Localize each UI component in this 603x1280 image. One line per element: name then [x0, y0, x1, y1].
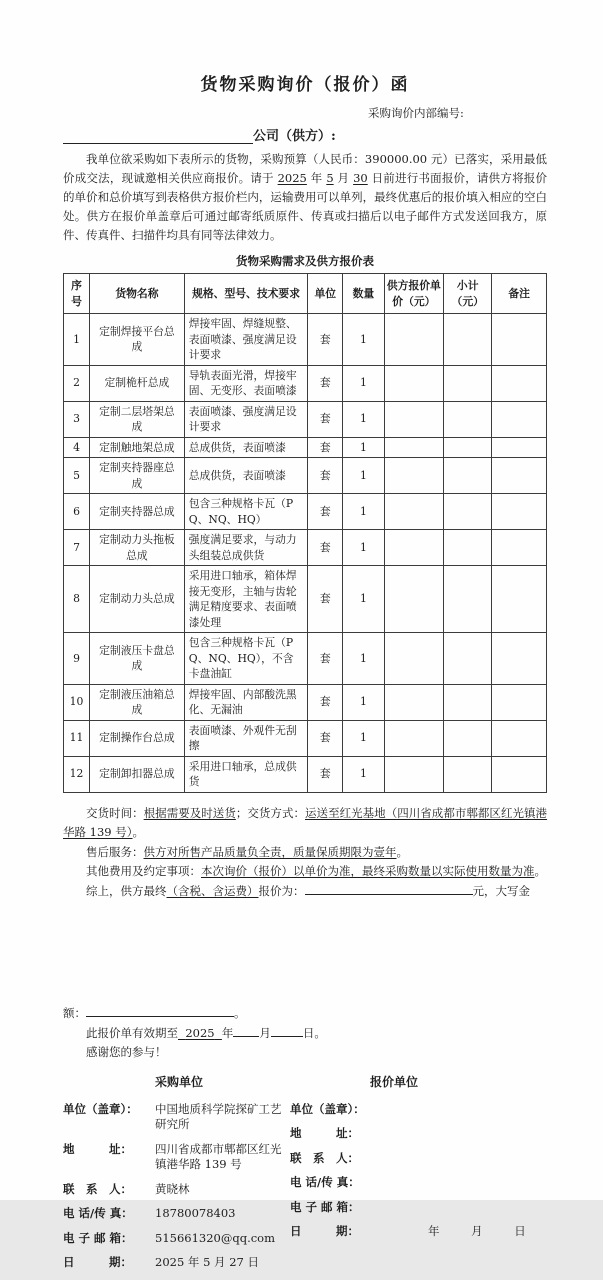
sig-row-unit [63, 1102, 290, 1133]
delivery-time-value: 根据需要及时送货 [143, 805, 236, 820]
cell-no: 4 [64, 437, 90, 458]
cell-remark [492, 437, 547, 458]
cell-spec: 焊接牢固、内部酸洗黑化、无漏油 [184, 684, 308, 720]
cell-unit: 套 [308, 458, 343, 494]
header-qty: 数量 [343, 274, 385, 314]
unit-seal-value: 中国地质科学院探矿工艺研究所 [155, 1101, 282, 1131]
delivery-method-label: ；交货方式： [235, 805, 306, 820]
cell-price [384, 314, 443, 366]
intro-month: 5 [326, 171, 334, 185]
contact-value [382, 1151, 547, 1167]
cell-name: 定制液压卡盘总成 [90, 633, 185, 685]
service-value: 供方对所售产品质量负全责，质量保质期限为壹年 [143, 844, 397, 859]
header-price: 供方报价单价（元） [384, 274, 443, 314]
cell-subtotal [444, 633, 492, 685]
cell-no: 7 [64, 530, 90, 566]
summary-line [63, 882, 547, 902]
contact-value: 黄晓林 [155, 1181, 190, 1196]
period: 。 [396, 844, 408, 859]
summary-prefix: 综上，供方最终 [86, 883, 167, 898]
cell-subtotal [444, 720, 492, 756]
other-terms [63, 862, 547, 882]
table-row [64, 530, 547, 566]
cell-spec: 表面喷漆、强度满足设计要求 [184, 401, 308, 437]
validity-month-blank [233, 1024, 259, 1037]
cell-no: 6 [64, 494, 90, 530]
cell-name: 定制操作台总成 [90, 720, 185, 756]
header-unit: 单位 [308, 274, 343, 314]
validity-day-unit: 日。 [302, 1025, 326, 1040]
cell-subtotal [444, 530, 492, 566]
service-terms [63, 843, 547, 863]
table-row [64, 437, 547, 458]
cell-spec: 包含三种规格卡瓦（PQ、NQ、HQ） [184, 494, 308, 530]
cell-qty: 1 [343, 437, 385, 458]
validity-day-blank [271, 1024, 303, 1037]
cell-spec: 表面喷漆、外观件无刮擦 [184, 720, 308, 756]
phone-fax-label: 电 话/传 真： [63, 1206, 133, 1220]
email-value [382, 1200, 547, 1216]
cell-subtotal [444, 684, 492, 720]
cell-name: 定制动力头总成 [90, 566, 185, 633]
cell-price [384, 458, 443, 494]
other-value: 本次询价（报价）以单价为准，最终采购数量以实际使用数量为准 [201, 864, 535, 878]
cell-price [384, 494, 443, 530]
cell-no: 2 [64, 365, 90, 401]
cell-spec: 强度满足要求，与动力头组装总成供货 [184, 530, 308, 566]
cell-spec: 采用进口轴承，箱体焊接无变形，主轴与齿轮满足精度要求、表面喷漆处理 [184, 566, 308, 633]
cell-unit: 套 [308, 401, 343, 437]
sig-row-phone [290, 1175, 547, 1191]
date-value: 2025 年 5 月 27 日 [155, 1255, 259, 1269]
cell-remark [492, 494, 547, 530]
cell-qty: 1 [343, 365, 385, 401]
intro-day: 30 [353, 171, 368, 185]
email-label: 电 子 邮 箱： [63, 1230, 133, 1245]
cell-qty: 1 [343, 684, 385, 720]
sig-row-contact [63, 1182, 290, 1198]
intro-text: 我单位欲采购如下表所示的货物，采购预算（人民币：390000.00 元）已落实，采用最低价成交法，现诚邀相关供应商报价。请于 [63, 152, 547, 185]
cell-name: 定制夹持器总成 [90, 494, 185, 530]
cell-unit: 套 [308, 437, 343, 458]
amount-label: 额： [63, 1006, 86, 1020]
cell-name: 定制桅杆总成 [90, 365, 185, 401]
cell-subtotal [444, 756, 492, 792]
supplier-line [63, 125, 547, 144]
cell-name: 定制动力头拖板总成 [90, 530, 185, 566]
cell-subtotal [444, 401, 492, 437]
date-label: 日 期： [290, 1224, 359, 1238]
phone-fax-label: 电 话/传 真： [290, 1175, 360, 1189]
cell-subtotal [444, 566, 492, 633]
amount-line [63, 1004, 547, 1024]
cell-spec: 采用进口轴承，总成供货 [184, 756, 308, 792]
cell-no: 12 [64, 756, 90, 792]
unit-seal-value [382, 1102, 547, 1118]
internal-number-label: 采购询价内部编号: [368, 106, 464, 120]
supplier-label: 公司（供方）: [253, 129, 336, 144]
intro-text: 日前进行书面报价，请供方将报价的单价和总价填写到表格供方报价栏内，运输费用可以单列，最终优惠后的报价填入相应的空白处。供方在报价单盖章后可通过邮寄纸质原件、传真或扫描后以电子邮件方式发送回我方，原件、传真件、扫描件均具有同等法律效力。 [63, 171, 548, 242]
phone-fax-value [382, 1175, 547, 1191]
cell-price [384, 756, 443, 792]
cell-unit: 套 [308, 314, 343, 366]
cell-name: 定制焊接平台总成 [90, 314, 185, 366]
cell-remark [492, 314, 547, 366]
delivery-method-value: 运送至红光基地（四川省成都市郫都区红光镇港华路 139 号） [63, 805, 548, 839]
sig-row-contact [290, 1151, 547, 1167]
cell-unit: 套 [308, 633, 343, 685]
other-label: 其他费用及约定事项： [86, 864, 201, 878]
page-title: 货物采购询价（报价）函 [200, 75, 410, 95]
cell-subtotal [444, 314, 492, 366]
cell-subtotal [444, 365, 492, 401]
table-row [64, 720, 547, 756]
cell-qty: 1 [343, 530, 385, 566]
goods-table [63, 273, 547, 793]
cell-subtotal [444, 494, 492, 530]
cell-remark [492, 633, 547, 685]
intro-text: 月 [333, 171, 354, 185]
cell-no: 3 [64, 401, 90, 437]
cell-unit: 套 [308, 566, 343, 633]
sig-row-address [290, 1126, 547, 1142]
period: 。 [234, 1006, 246, 1020]
cell-unit: 套 [308, 720, 343, 756]
cell-price [384, 401, 443, 437]
validity-year-unit: 年 [221, 1025, 234, 1040]
cell-qty: 1 [343, 566, 385, 633]
delivery-terms [63, 804, 547, 843]
cell-price [384, 566, 443, 633]
contact-label: 联 系 人： [63, 1181, 132, 1196]
cell-remark [492, 684, 547, 720]
header-spec: 规格、型号、技术要求 [184, 274, 308, 314]
unit-seal-label: 单位（盖章）： [290, 1101, 365, 1116]
summary-mid: 报价为： [258, 883, 305, 898]
cell-unit: 套 [308, 684, 343, 720]
cell-no: 1 [64, 314, 90, 366]
supplier-name-blank [63, 130, 253, 144]
period: 。 [132, 825, 145, 839]
table-row [64, 633, 547, 685]
intro-text: 年 [306, 171, 327, 185]
cell-remark [492, 530, 547, 566]
address-value: 四川省成都市郫都区红光镇港华路 139 号 [155, 1141, 282, 1171]
sig-row-unit [290, 1102, 547, 1118]
header-no: 序号 [64, 274, 90, 314]
delivery-time-label: 交货时间： [86, 805, 144, 820]
date-value: 年 月 日 [428, 1224, 540, 1238]
cell-price [384, 365, 443, 401]
header-name: 货物名称 [90, 274, 185, 314]
cell-remark [492, 566, 547, 633]
cell-price [384, 530, 443, 566]
table-row [64, 494, 547, 530]
cell-price [384, 633, 443, 685]
validity-year: 2025 [185, 1025, 215, 1040]
table-row [64, 365, 547, 401]
cell-no: 11 [64, 720, 90, 756]
cell-price [384, 437, 443, 458]
table-row [64, 756, 547, 792]
supplier-column [290, 1102, 547, 1280]
cell-qty: 1 [343, 314, 385, 366]
terms-section [63, 804, 547, 1063]
summary-suffix: 元，大写金 [472, 883, 530, 898]
email-label: 电 子 邮 箱： [290, 1199, 360, 1214]
cell-spec: 导轨表面光滑，焊接牢固、无变形、表面喷漆 [184, 365, 308, 401]
summary-tax-note: （含税、含运费） [166, 883, 259, 898]
period: 。 [534, 864, 546, 878]
cell-price [384, 720, 443, 756]
date-label: 日 期： [63, 1255, 132, 1269]
phone-fax-value: 18780078403 [155, 1206, 236, 1220]
cell-unit: 套 [308, 494, 343, 530]
sig-row-email [290, 1200, 547, 1216]
address-value [382, 1126, 547, 1142]
table-row [64, 314, 547, 366]
table-title: 货物采购需求及供方报价表 [236, 254, 374, 268]
validity-prefix: 此报价单有效期至 [86, 1025, 178, 1040]
sig-row-email [63, 1231, 290, 1247]
contact-label: 联 系 人： [290, 1150, 359, 1165]
cell-qty: 1 [343, 494, 385, 530]
cell-qty: 1 [343, 756, 385, 792]
page-break-space [63, 901, 547, 1004]
cell-name: 定制触地架总成 [90, 437, 185, 458]
sig-row-date [63, 1255, 290, 1271]
cell-qty: 1 [343, 401, 385, 437]
cell-remark [492, 458, 547, 494]
purchaser-column [63, 1102, 290, 1280]
cell-remark [492, 720, 547, 756]
cell-name: 定制卸扣器总成 [90, 756, 185, 792]
cell-subtotal [444, 458, 492, 494]
cell-no: 9 [64, 633, 90, 685]
cell-no: 5 [64, 458, 90, 494]
thanks-line: 感谢您的参与！ [86, 1045, 167, 1059]
cell-qty: 1 [343, 633, 385, 685]
sig-row-date [290, 1224, 547, 1240]
cell-remark [492, 365, 547, 401]
purchaser-header: 采购单位 [155, 1074, 204, 1089]
unit-seal-label: 单位（盖章）： [63, 1101, 138, 1116]
total-price-blank [305, 882, 473, 895]
amount-blank [86, 1004, 234, 1017]
service-label: 售后服务： [86, 844, 144, 859]
cell-remark [492, 756, 547, 792]
cell-remark [492, 401, 547, 437]
cell-spec: 总成供货，表面喷漆 [184, 458, 308, 494]
validity-month-unit: 月 [259, 1025, 271, 1040]
signature-headers [63, 1073, 547, 1090]
cell-name: 定制二层塔架总成 [90, 401, 185, 437]
address-label: 地 址： [290, 1126, 359, 1140]
table-row [64, 684, 547, 720]
cell-no: 10 [64, 684, 90, 720]
sig-row-address [63, 1142, 290, 1173]
email-value: 515661320@qq.com [155, 1230, 275, 1245]
table-header-row [64, 274, 547, 314]
cell-price [384, 684, 443, 720]
cell-qty: 1 [343, 720, 385, 756]
intro-year: 2025 [277, 171, 307, 185]
internal-number-line [63, 105, 547, 121]
header-subtotal: 小计（元） [444, 274, 492, 314]
cell-unit: 套 [308, 756, 343, 792]
cell-spec: 焊接牢固、焊缝规整、表面喷漆、强度满足设计要求 [184, 314, 308, 366]
cell-spec: 总成供货，表面喷漆 [184, 437, 308, 458]
sig-row-phone [63, 1206, 290, 1222]
cell-name: 定制夹持器座总成 [90, 458, 185, 494]
table-row [64, 458, 547, 494]
cell-name: 定制液压油箱总成 [90, 684, 185, 720]
table-row [64, 566, 547, 633]
table-row [64, 401, 547, 437]
header-remark: 备注 [492, 274, 547, 314]
cell-no: 8 [64, 566, 90, 633]
validity-line [63, 1024, 547, 1044]
supplier-header: 报价单位 [370, 1074, 419, 1089]
cell-unit: 套 [308, 530, 343, 566]
intro-paragraph [63, 150, 547, 245]
cell-spec: 包含三种规格卡瓦（PQ、NQ、HQ），不含卡盘油缸 [184, 633, 308, 685]
cell-unit: 套 [308, 365, 343, 401]
signature-section [63, 1102, 547, 1280]
address-label: 地 址： [63, 1141, 132, 1156]
cell-qty: 1 [343, 458, 385, 494]
cell-subtotal [444, 437, 492, 458]
